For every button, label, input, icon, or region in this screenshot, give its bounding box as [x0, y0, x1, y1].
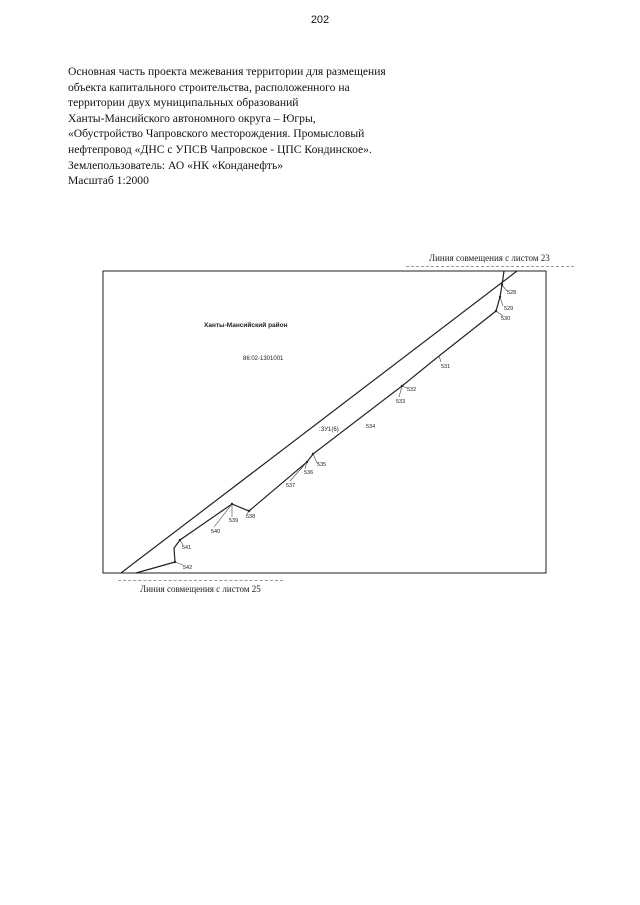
point-label: 534 — [366, 424, 376, 430]
point-label: 531 — [441, 364, 451, 370]
header-line: Землепользователь: АО «НК «Конданефть» — [68, 158, 284, 172]
point-labels — [182, 290, 516, 571]
point-label: 540 — [211, 529, 221, 535]
point-label: 533 — [396, 399, 406, 405]
point-label: 530 — [501, 316, 511, 322]
point-label: 539 — [229, 518, 239, 524]
header-line: объекта капитального строительства, расположенного на — [68, 80, 350, 94]
point-label: 538 — [246, 514, 256, 520]
corridor-boundary-polyline — [136, 271, 504, 573]
district-label: Ханты-Мансийский район — [204, 322, 288, 329]
header-line: нефтепровод «ДНС с УПСВ Чапровское - ЦПС Кондинское». — [68, 142, 372, 156]
match-line-top-caption: Линия совмещения с листом 23 — [429, 253, 550, 263]
point-label: 542 — [183, 565, 193, 571]
point-label: 537 — [286, 483, 296, 489]
page-number: 202 — [310, 14, 330, 26]
cadastral-block-label: 86:02-1301001 — [243, 356, 284, 362]
parcel-label: :ЗУ1(6) — [319, 427, 339, 433]
point-label: 529 — [504, 306, 514, 312]
header-line: «Обустройство Чапровского месторождения. Промысловый — [68, 127, 365, 141]
outer-boundary-line — [121, 271, 517, 573]
point-label: 536 — [304, 470, 314, 476]
header-line: территории двух муниципальных образований — [68, 96, 299, 110]
header-line: Масштаб 1:2000 — [68, 174, 149, 188]
map-frame — [103, 271, 546, 573]
point-label: 535 — [317, 462, 327, 468]
match-line-bottom — [118, 580, 283, 581]
point-label: 532 — [407, 387, 417, 393]
match-line-bottom-caption: Линия совмещения с листом 25 — [140, 584, 261, 594]
header-line: Ханты-Мансийского автономного округа – Югры, — [68, 111, 316, 125]
point-label: 541 — [182, 545, 192, 551]
point-label: 528 — [507, 290, 517, 296]
header-line: Основная часть проекта межевания территории для размещения — [68, 65, 386, 78]
